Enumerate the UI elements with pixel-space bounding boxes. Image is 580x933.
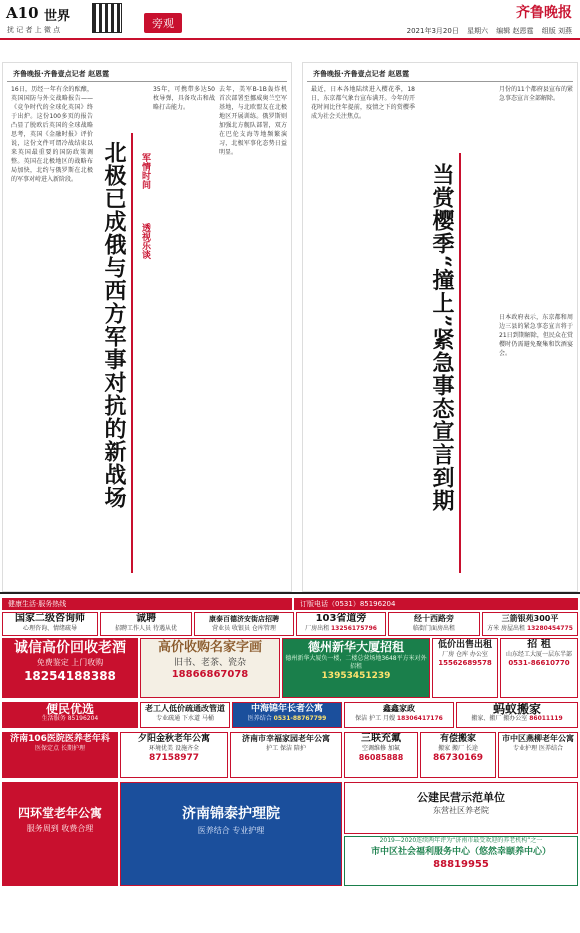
ad-liquor: 诚信高价回收老酒 免费鉴定 上门收购 18254188388 xyxy=(2,638,138,698)
article-left xyxy=(2,62,292,592)
issue-date: 2021年3月20日 xyxy=(406,27,459,35)
article-right xyxy=(302,62,578,592)
rubric-observe: 透视乐谈 xyxy=(140,223,150,259)
ad-convenience: 便民优选 生活服务 85196204 xyxy=(2,702,138,728)
ad-sunset-apartment: 夕阳金秋老年公寓 环境优美 设施齐全 87158977 xyxy=(120,732,228,778)
ad-sihuantang: 四环堂老年公寓 服务周到 收费合理 xyxy=(2,782,118,886)
issue-editor: 编辑 赵恩霆 xyxy=(496,27,534,35)
ad-shop-rent: 经十西路旁 临街门面房出租 xyxy=(388,612,480,636)
issue-weekday: 星期六 xyxy=(467,27,489,35)
ad-low-price-rent: 低价出售出租 厂房 仓库 办公室 15562689578 xyxy=(432,638,498,698)
classified-ads xyxy=(0,596,580,933)
article-right-col1: 最近，日本各地陆续进入樱花季，18日，东京都气象台宣布满开。今年的开花时间比往年提前，疫情之下的赏樱季成为社会关注焦点。 xyxy=(311,86,415,120)
article-right-byline: 齐鲁晚报·齐鲁壹点记者 赵恩霆 xyxy=(307,63,573,82)
ad-counselor: 国家二级咨询师 心理咨询、情绪疏导 xyxy=(2,612,98,636)
ad-pipe-clearing: 老工人低价疏通改管道 专业疏通 下水道 马桶 xyxy=(140,702,230,728)
ad-jintai: 济南锦泰护理院 医养结合 专业护理 xyxy=(120,782,342,886)
article-right-col2: 月份的11个都府县宣布的紧急事态宣言全部解除。 xyxy=(499,86,573,102)
ad-xiaoshuju: 鑫鑫家政 保洁 护工 月嫂 18306417176 xyxy=(344,702,454,728)
section-name: 世界 xyxy=(44,9,71,24)
ad-office-rent: 招 租 山东经工大厦一层东半部 0531-86610770 xyxy=(500,638,578,698)
ads-band-left: 健康生活·服务热线 xyxy=(2,598,292,610)
masthead-logo: 齐鲁晚报 xyxy=(516,5,572,21)
ad-hiring: 诚聘 招聘工作人员 待遇从优 xyxy=(100,612,192,636)
ad-sanlian: 三联充氟 空调维修 加氟 86085888 xyxy=(344,732,418,778)
article-left-col1: 16日，历经一年有余的酝酿，英国国防与外交战略报告——《竞争时代的全球化英国》终于出炉。这份100多页的报告凸显了脱欧后英国的全球战略思考，英国《金融时报》评价说，这份文件可谓冷战结束以来英国最重要的国防政策调整。英国在北极地区的战略布局加快，北约与俄罗斯在北极的军事对峙进入新阶段。 xyxy=(11,86,93,183)
ads-divider xyxy=(0,592,580,594)
article-right-col3: 日本政府表示，东京都和周边三县的紧急事态宣言将于21日到期解除，但民众在赏樱时仍需避免聚集和饮酒宴会。 xyxy=(499,314,573,357)
article-left-headline: 北极已成俄与西方军事对抗的新战场 xyxy=(101,141,127,509)
ad-zhonghai: 中海锦年长者公寓 医养结合 0531-88767799 xyxy=(232,702,342,728)
article-left-byline: 齐鲁晚报·齐鲁壹点记者 赵恩霆 xyxy=(7,63,287,82)
qr-caption: 扰 记 者 上 微 点 xyxy=(7,26,61,34)
qr-code-icon xyxy=(92,3,122,33)
ad-bottom-banner: 2019—2020连续两年评为“济南市最受欢迎的养老机构”之一 市中区社会福利服务中心（悠然幸颐养中心） 88819955 xyxy=(344,836,578,886)
headline-rule-right xyxy=(459,153,461,573)
ad-dezhou-xinhua: 德州新华大厦招租 德州新华大厦负一楼，二楼总营场地3648平方米对外招租 13953451239 xyxy=(282,638,430,698)
article-right-headline: 当赏樱季“撞上”紧急事态宣言到期 xyxy=(429,163,455,513)
ad-moving-paid: 有偿搬家 搬家 搬厂 长途 86730169 xyxy=(420,732,496,778)
articles-area xyxy=(0,62,580,592)
ad-factory-rent: 103省道旁 厂房出租 13256175796 xyxy=(296,612,386,636)
ad-ant-moving: 蚂蚁搬家 搬家、搬厂 搬办公室 86011119 xyxy=(456,702,578,728)
ad-calligraphy: 高价收购名家字画 旧书、老茶、瓷杂 18866867078 xyxy=(140,638,280,698)
ad-house-rent: 三箭银苑300平 方米 房屋出租 13280454775 xyxy=(482,612,578,636)
page-header xyxy=(0,0,580,40)
ad-yanliu: 市中区燕柳老年公寓 专业护理 医养结合 xyxy=(498,732,578,778)
ads-band-right: 订版电话（0531）85196204 xyxy=(294,598,578,610)
ad-public-model: 公建民营示范单位 东营社区养老院 xyxy=(344,782,578,834)
article-left-col3: 去年，美军B-1B轰炸机首次部署至挪威奥兰空军基地，与北欧盟友在北极地区开展训练。俄罗斯则加强北方舰队部署，双方在巴伦支海等地频繁演习，北极军事化态势日益明显。 xyxy=(219,86,287,156)
headline-rule xyxy=(131,133,133,573)
issue-designer: 组版 刘燕 xyxy=(541,27,572,35)
ad-happy-home: 济南市幸福家园老年公寓 护工 保洁 陪护 xyxy=(230,732,342,778)
column-tag: 旁观 xyxy=(144,13,182,33)
article-left-col2: 35年，可携带多达50枚导弹，具备攻击和战略打击能力。 xyxy=(153,86,215,111)
page-number: A10 xyxy=(6,4,39,22)
ad-pharmacy: 康泰百德济安街店招聘 营业员 收银员 仓库管理 xyxy=(194,612,294,636)
rubric-military: 军情时间 xyxy=(140,153,150,189)
issue-line xyxy=(401,26,572,36)
ad-hospital106: 济南106医院医养老年科 医保定点 长期护理 xyxy=(2,732,118,778)
